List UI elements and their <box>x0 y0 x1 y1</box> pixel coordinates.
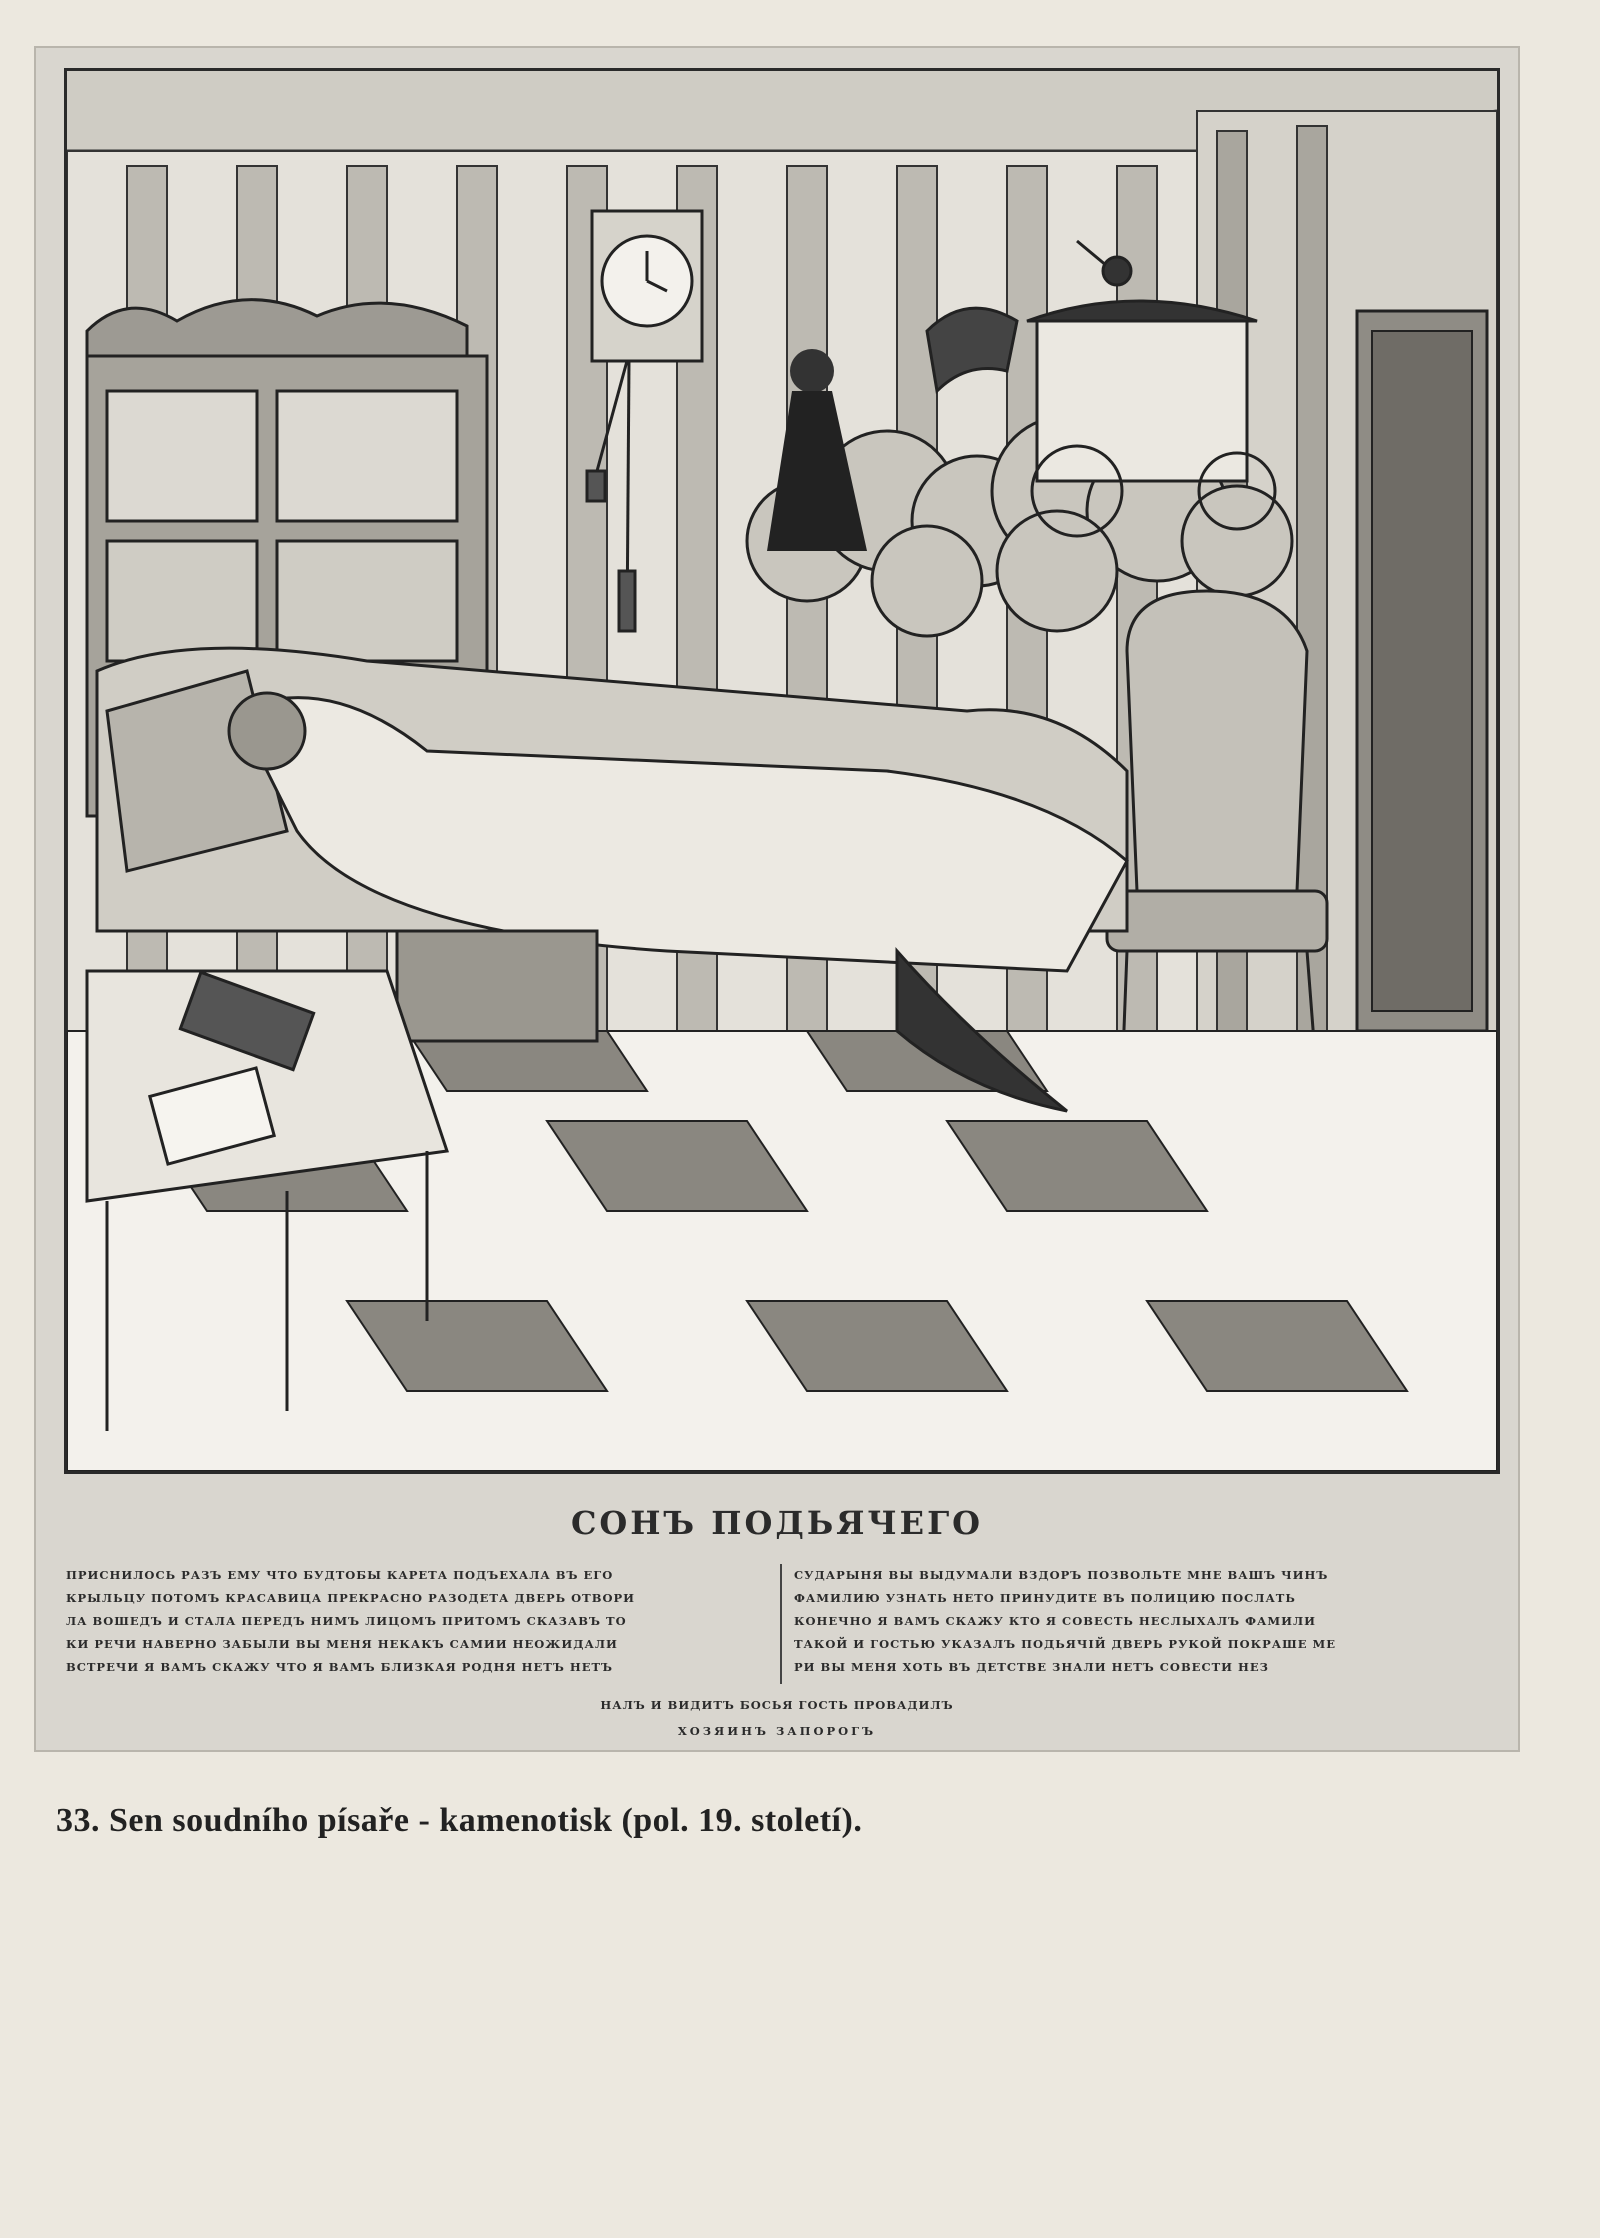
left-line: ПРИСНИЛОСЬ РАЗЪ ЕМУ ЧТО БУДТОБЫ КАРЕТА ПОДЪЕХАЛА ВЪ ЕГО <box>66 1568 614 1582</box>
left-line: ВСТРЕЧИ Я ВАМЪ СКАЖУ ЧТО Я ВАМЪ БЛИЗКАЯ РОДНЯ НЕТЪ НЕТЪ <box>66 1660 614 1674</box>
left-line: КРЫЛЬЦУ ПОТОМЪ КРАСАВИЦА ПРЕКРАСНО РАЗОДЕТА ДВЕРЬ ОТВОРИ <box>66 1591 635 1605</box>
print-text <box>54 1486 1500 1736</box>
figure-caption: 33. Sen soudního písaře - kamenotisk (pol. 19. století). <box>56 1802 863 1839</box>
right-line: ФАМИЛИЮ УЗНАТЬ НЕТО ПРИНУДИТЕ ВЪ ПОЛИЦИЮ ПОСЛАТЬ <box>794 1591 1296 1605</box>
right-column <box>794 1564 1494 1679</box>
left-line: КИ РЕЧИ НАВЕРНО ЗАБЫЛИ ВЫ МЕНЯ НЕКАКЪ САМИИ НЕОЖИДАЛИ <box>66 1637 618 1651</box>
right-line: СУДАРЫНЯ ВЫ ВЫДУМАЛИ ВЗДОРЪ ПОЗВОЛЬТЕ МНЕ ВАШЪ ЧИНЪ <box>794 1568 1329 1582</box>
lithograph-illustration <box>64 68 1500 1474</box>
right-line: КОНЕЧНО Я ВАМЪ СКАЖУ КТО Я СОВЕСТЬ НЕСЛЫХАЛЪ ФАМИЛИ <box>794 1614 1317 1628</box>
illustration-svg <box>67 71 1497 1471</box>
print-title: СОНЪ ПОДЬЯЧЕГО <box>570 1504 984 1542</box>
door <box>1357 311 1487 1031</box>
column-divider <box>780 1564 782 1684</box>
right-line: РИ ВЫ МЕНЯ ХОТЬ ВЪ ДЕТСТВЕ ЗНАЛИ НЕТЪ СОВЕСТИ НЕЗ <box>794 1660 1269 1674</box>
left-line: ЛА ВОШЕДЪ И СТАЛА ПЕРЕДЪ НИМЪ ЛИЦОМЪ ПРИТОМЪ СКАЗАВЪ ТО <box>66 1614 627 1628</box>
lithograph-plate <box>34 46 1520 1752</box>
right-line: ТАКОЙ И ГОСТЬЮ УКАЗАЛЪ ПОДЬЯЧІЙ ДВЕРЬ РУКОЙ ПОКРАШЕ МЕ <box>794 1637 1336 1651</box>
print-signature: ХОЗЯИНЪ ЗАПОРОГЪ <box>677 1724 877 1738</box>
left-column <box>66 1564 766 1679</box>
text-columns <box>54 1564 1500 1684</box>
print-tail-line: НАЛЪ И ВИДИТЪ БОСЬЯ ГОСТЬ ПРОВАДИЛЪ <box>600 1698 954 1712</box>
